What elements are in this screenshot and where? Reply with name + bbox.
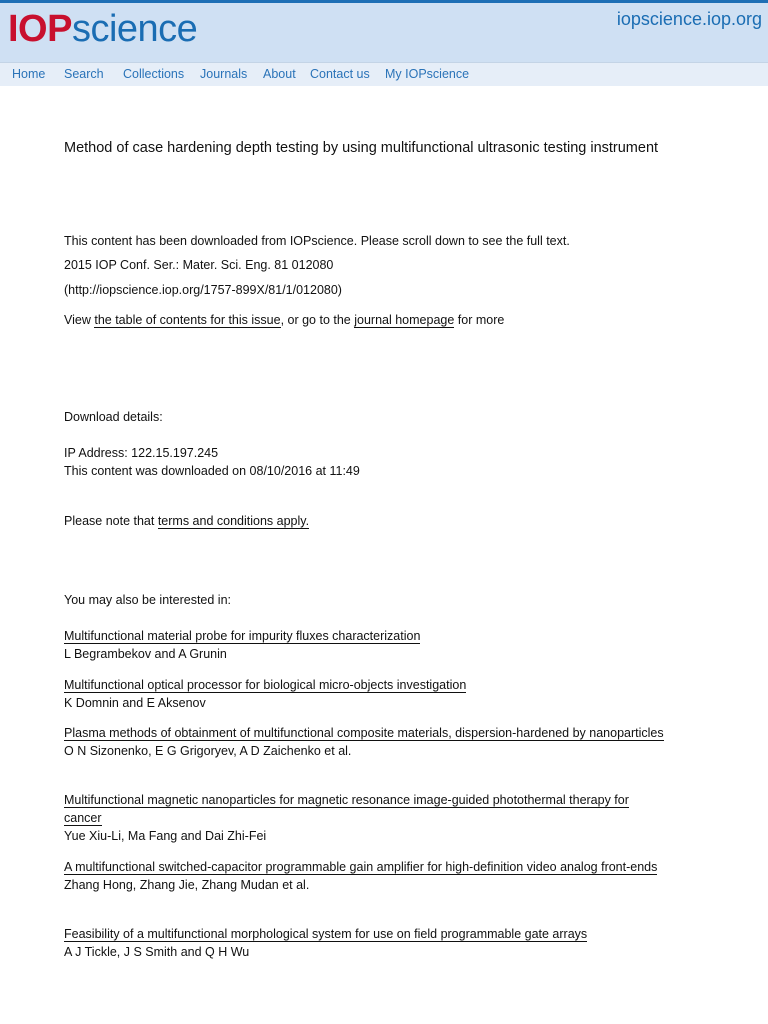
related-item-title-link[interactable]: Multifunctional magnetic nanoparticles for magnetic resonance image-guided photothermal therapy for cancer: [64, 793, 629, 825]
related-item: [64, 858, 664, 894]
related-item-title-link[interactable]: Multifunctional material probe for impurity fluxes characterization: [64, 629, 421, 643]
related-item: [64, 791, 664, 845]
nav-my-iopscience[interactable]: My IOPscience: [385, 67, 470, 81]
terms-link[interactable]: terms and conditions apply.: [157, 514, 310, 528]
citation: 2015 IOP Conf. Ser.: Mater. Sci. Eng. 81 012080: [64, 258, 334, 272]
related-item-authors: Zhang Hong, Zhang Jie, Zhang Mudan et al.: [64, 878, 310, 892]
journal-homepage-link[interactable]: journal homepage: [354, 313, 455, 327]
related-item-authors: A J Tickle, J S Smith and Q H Wu: [64, 945, 250, 959]
article-url: (http://iopscience.iop.org/1757-899X/81/1/012080): [64, 283, 342, 297]
nav-home[interactable]: Home: [12, 67, 46, 81]
site-url-link[interactable]: iopscience.iop.org: [616, 9, 762, 29]
download-date: This content was downloaded on 08/10/2016 at 11:49: [64, 464, 360, 478]
download-notice: This content has been downloaded from IOPscience. Please scroll down to see the full text.: [64, 234, 570, 248]
related-item: [64, 925, 664, 961]
nav-journals[interactable]: Journals: [200, 67, 248, 81]
related-item-authors: K Domnin and E Aksenov: [64, 696, 206, 710]
related-item: [64, 676, 664, 712]
main-nav: [0, 62, 768, 86]
related-item-title-link[interactable]: Multifunctional optical processor for biological micro-objects investigation: [64, 678, 467, 692]
nav-contact-us[interactable]: Contact us: [310, 67, 370, 81]
related-item-authors: L Begrambekov and A Grunin: [64, 647, 227, 661]
nav-about[interactable]: About: [263, 67, 296, 81]
download-details-heading: Download details:: [64, 410, 163, 424]
toc-link[interactable]: the table of contents for this issue: [94, 313, 281, 327]
ip-address: IP Address: 122.15.197.245: [64, 446, 219, 460]
nav-collections[interactable]: Collections: [123, 67, 185, 81]
related-item-authors: Yue Xiu-Li, Ma Fang and Dai Zhi-Fei: [64, 829, 267, 843]
related-item: [64, 724, 664, 760]
terms-line: Please note that terms and conditions apply.: [64, 514, 310, 528]
related-item-title-link[interactable]: Plasma methods of obtainment of multifunctional composite materials, dispersion-hardened by nanoparticles: [64, 726, 664, 740]
iopscience-logo[interactable]: IOPscience: [8, 8, 198, 50]
view-line: View the table of contents for this issue, or go to the journal homepage for more: [64, 313, 505, 327]
related-heading: You may also be interested in:: [64, 593, 232, 607]
related-item-authors: O N Sizonenko, E G Grigoryev, A D Zaichenko et al.: [64, 744, 352, 758]
nav-search[interactable]: Search: [64, 67, 104, 81]
article-title: Method of case hardening depth testing by using multifunctional ultrasonic testing instrument: [64, 140, 659, 156]
related-item-title-link[interactable]: Feasibility of a multifunctional morphological system for use on field programmable gate arrays: [64, 927, 588, 941]
related-item: [64, 627, 664, 663]
related-item-title-link[interactable]: A multifunctional switched-capacitor programmable gain amplifier for high-definition video analog front-ends: [64, 860, 658, 874]
